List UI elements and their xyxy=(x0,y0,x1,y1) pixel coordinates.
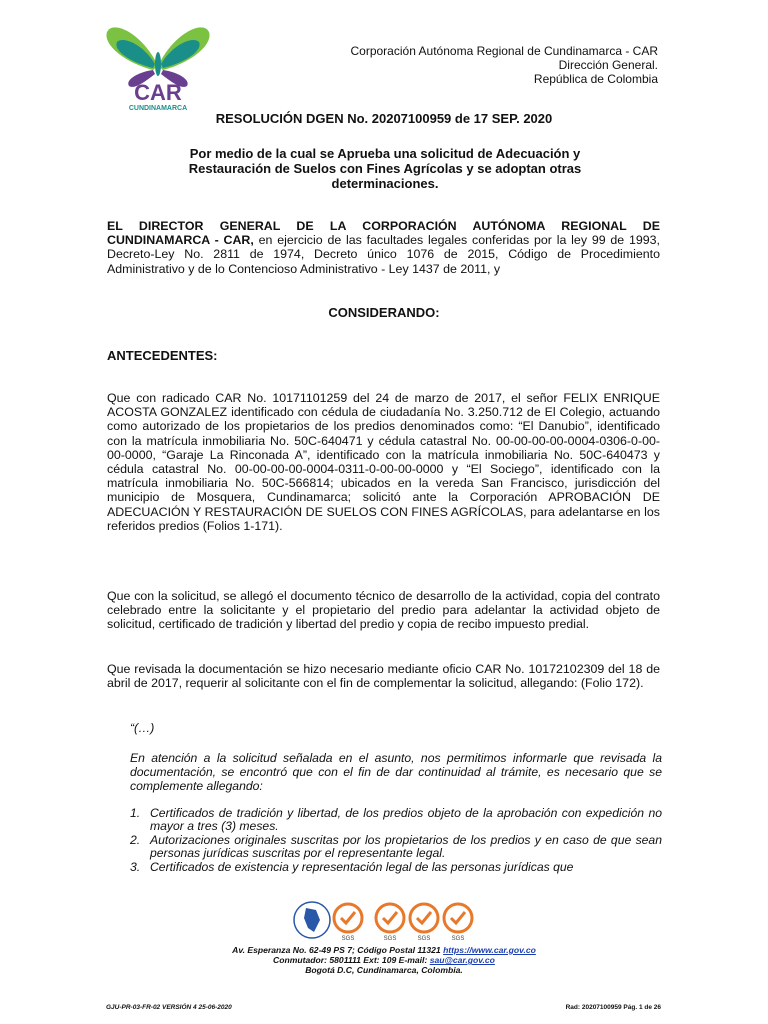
list-item: 1. Certificados de tradición y libertad, de los predios objeto de la aprobación con expedición no mayor a tres (3) meses. xyxy=(130,806,662,834)
svg-text:SGS: SGS xyxy=(417,936,431,942)
certification-seals xyxy=(290,898,480,946)
requirements-list xyxy=(130,807,662,874)
paragraph-2: Que con la solicitud, se allegó el documento técnico de desarrollo de la actividad, copia del contrato celebrado entre la solicitante y el propietario del predio para adelantar la actividad objeto de solicitud, certificado de tradición y libertad del predio y copia de recibo impuesto predial. xyxy=(107,589,660,632)
list-item: 2. Autorizaciones originales suscritas por los propietarios de los predios y en caso de que sean personas jurídicas suscritas por el representante legal. xyxy=(130,832,662,861)
svg-text:SGS: SGS xyxy=(341,936,355,942)
sgs-seal-icon xyxy=(334,904,362,942)
footer-city-line: Bogotá D.C, Cundinamarca, Colombia. xyxy=(305,965,463,976)
svg-text:SGS: SGS xyxy=(383,936,397,942)
header-line-1: Corporación Autónoma Regional de Cundinamarca - CAR xyxy=(350,44,658,58)
sgs-seal-icon xyxy=(410,904,438,942)
quote-body: En atención a la solicitud señalada en el asunto, nos permitimos informarle que revisada la documentación, se encontró que con el fin de dar continuidad al trámite, es necesario que se complemente allegando: xyxy=(130,751,662,793)
header-line-3: República de Colombia xyxy=(533,72,658,86)
header-institution xyxy=(351,44,659,86)
header-line-2: Dirección General. xyxy=(558,58,658,72)
list-item: 3. Certificados de existencia y representación legal de las personas jurídicas que xyxy=(130,859,574,874)
website-link[interactable]: https://www.car.gov.co xyxy=(443,945,536,955)
intro-bold: EL DIRECTOR GENERAL DE LA CORPORACIÓN AUTÓNOMA REGIONAL DE CUNDINAMARCA - CAR, xyxy=(107,219,660,248)
footer-address-line: Av. Esperanza No. 62-49 PS 7; Código Postal 11321 xyxy=(232,945,444,955)
logo-text: CAR xyxy=(134,80,182,105)
intro-rest: en ejercicio de las facultades legales conferidas por la ley 99 de 1993, Decreto-Ley No. 2811 de 1974, Decreto único 1076 de 2015, Código de Procedimiento Administrativo y de lo Contencioso Administrativo - Ley 1437 de 2011, y xyxy=(107,233,660,276)
antecedentes-heading: ANTECEDENTES: xyxy=(107,348,218,363)
footer-phone-line: Conmutador: 5801111 Ext: 109 E-mail: xyxy=(273,955,430,966)
intro-paragraph xyxy=(107,219,660,276)
logo-subtext: CUNDINAMARCA xyxy=(128,105,188,112)
car-logo xyxy=(103,14,213,114)
svg-text:SGS: SGS xyxy=(451,936,465,942)
sgs-seal-icon xyxy=(376,904,404,942)
logo-body xyxy=(155,52,161,76)
quote-open: “(…) xyxy=(130,721,155,735)
considerando-heading: CONSIDERANDO: xyxy=(328,305,440,320)
colombia-map-icon xyxy=(294,902,330,938)
paragraph-3: Que revisada la documentación se hizo necesario mediante oficio CAR No. 10172102309 del 18 de abril de 2017, requerir al solicitante con el fin de complementar la solicitud, allegando: (Folio 172). xyxy=(107,662,660,691)
resolution-title: RESOLUCIÓN DGEN No. 20207100959 de 17 SEP. 2020 xyxy=(215,111,553,126)
sgs-seal-icon xyxy=(444,904,472,942)
paragraph-1: Que con radicado CAR No. 10171101259 del 24 de marzo de 2017, el señor FELIX ENRIQUE ACOSTA GONZALEZ identificado con cédula de ciudadanía No. 3.250.712 de El Colegio, actuando como autorizado de los propietarios de los predios denominados como: “El Danubio”, identificado con la matrícula inmobiliaria No. 50C-640471 y cédula catastral No. 00-00-00-00-0004-0306-0-00-00-0000, “Garaje La Rinconada A”, identificado con la matrícula inmobiliaria No. 50C-640473 y cédula catastral No. 00-00-00-00-0004-0311-0-00-00-0000 y “El Sociego”, identificado con la matrícula inmobiliaria No. 50C-566814; ubicados en la vereda San Francisco, jurisdicción del municipio de Mosquera, Cundinamarca; solicitó ante la Corporación APROBACIÓN DE ADECUACIÓN Y RESTAURACIÓN DE SUELOS CON FINES AGRÍCOLAS, para adelantarse en los referidos predios (Folios 1-171). xyxy=(107,391,660,533)
email-link[interactable]: sau@car.gov.co xyxy=(429,955,495,966)
footer-address xyxy=(0,945,768,976)
page-radicado: Rad: 20207100959 Pág. 1 de 26 xyxy=(565,1004,661,1011)
document-code: GJU-PR-03-FR-02 VERSIÓN 4 25-06-2020 xyxy=(106,1004,232,1011)
resolution-subject: Por medio de la cual se Aprueba una solicitud de Adecuación y Restauración de Suelos con Fines Agrícolas y se adoptan otras determinaciones. xyxy=(188,146,582,191)
